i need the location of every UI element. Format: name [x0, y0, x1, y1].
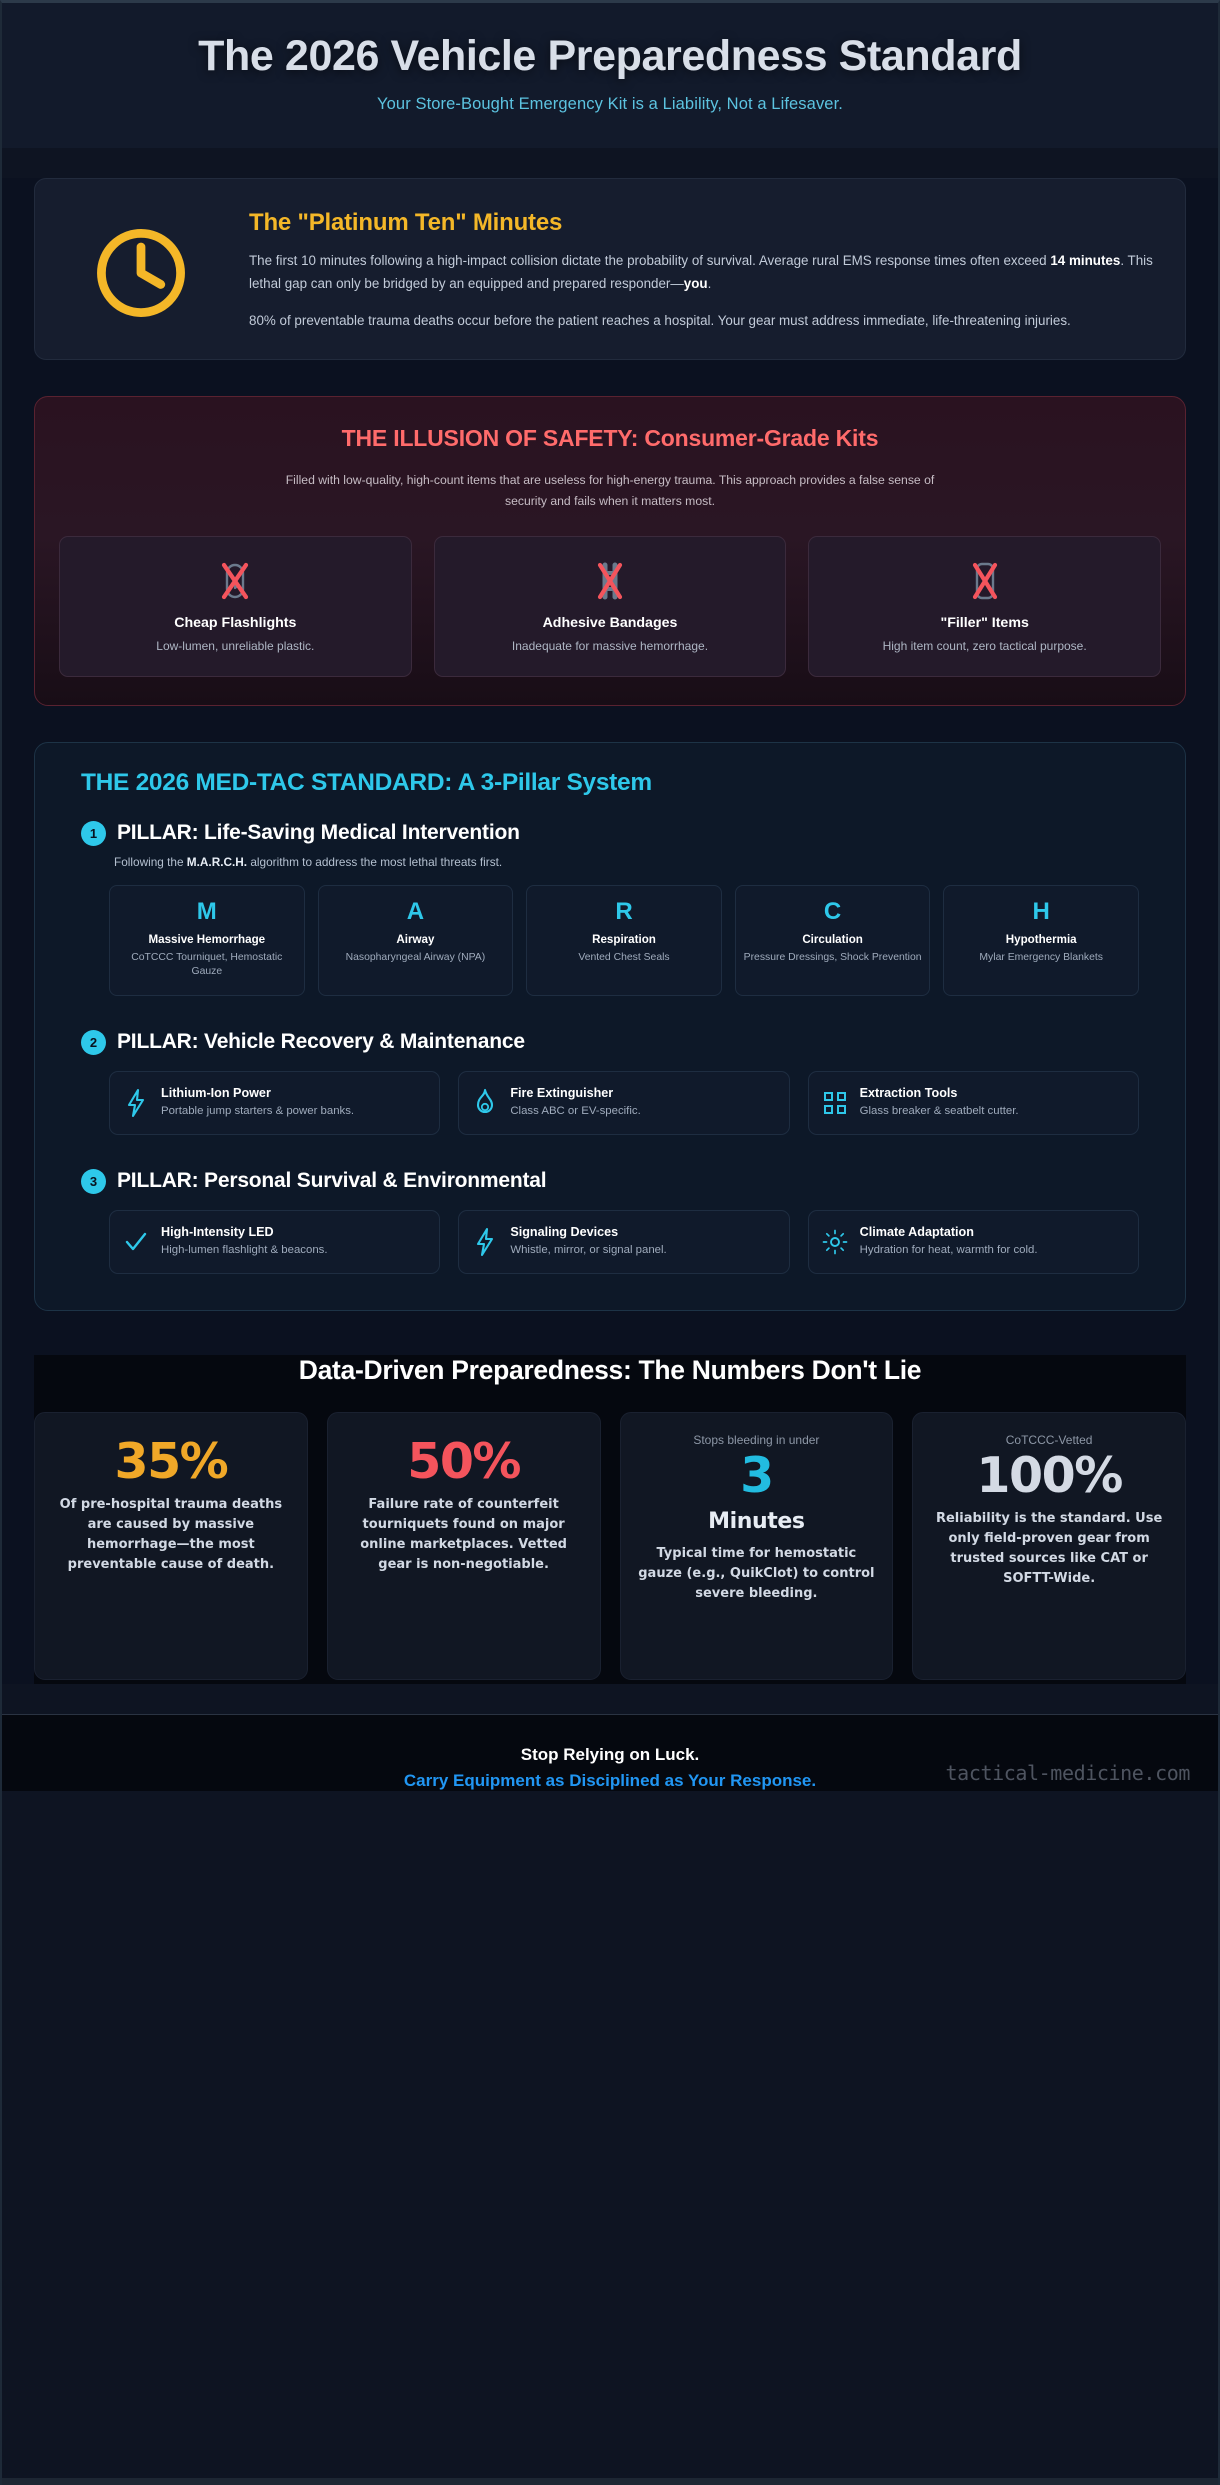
- pillar-3-number-badge: 3: [81, 1169, 106, 1194]
- stat-number: 50%: [407, 1432, 521, 1490]
- march-letter: C: [823, 897, 842, 925]
- pillar-3-header: [59, 1169, 1161, 1194]
- pillar-2-title: PILLAR: Vehicle Recovery & Maintenance: [117, 1030, 525, 1054]
- stat-description: Reliability is the standard. Use only field-proven gear from trusted sources like CAT or SOFTT-Wide.: [935, 1510, 1163, 1587]
- pillar-item-desc: Hydration for heat, warmth for cold.: [859, 1243, 1038, 1256]
- pillar-1: [59, 821, 1161, 996]
- note-bold: M.A.R.C.H.: [186, 854, 248, 869]
- illusion-card: [59, 536, 412, 677]
- pillar-2-header: [59, 1030, 1161, 1055]
- watermark: tactical-medicine.com: [945, 1760, 1190, 1785]
- pillar-2: [59, 1030, 1161, 1135]
- stat-card: [327, 1412, 601, 1680]
- pillar-item-card: [808, 1210, 1139, 1274]
- p1-bold-2: you: [683, 275, 708, 291]
- stat-card: [34, 1412, 308, 1680]
- pillar-item-card: [808, 1071, 1139, 1135]
- crossed-out-flashlight-icon: [74, 557, 397, 605]
- platinum-ten-paragraph-2: 80% of preventable trauma deaths occur before the patient reaches a hospital. Your gear must address immediate, life-threatening injuries.: [249, 313, 1071, 329]
- stat-card: [620, 1412, 894, 1680]
- note-seg-a: Following the: [114, 854, 187, 869]
- pillar-item-title: Fire Extinguisher: [510, 1085, 614, 1100]
- illusion-card-desc: Low-lumen, unreliable plastic.: [156, 638, 315, 653]
- illusion-card-title: Cheap Flashlights: [174, 614, 297, 631]
- march-letter: M: [196, 897, 217, 925]
- stat-number: 3: [740, 1446, 773, 1504]
- med-tac-title: THE 2026 MED-TAC STANDARD: A 3-Pillar System: [81, 768, 652, 796]
- march-desc: Pressure Dressings, Shock Prevention: [743, 952, 922, 964]
- march-name: Hypothermia: [1005, 932, 1077, 946]
- clock-icon-wrap: [61, 205, 221, 323]
- pillar-item-desc: High-lumen flashlight & beacons.: [161, 1243, 328, 1256]
- pillar-item-card: [109, 1210, 440, 1274]
- lightning-bolt-icon: [472, 1227, 498, 1257]
- p1-seg-a: The first 10 minutes following a high-impact collision dictate the probability of survival. Average rural EMS response times often exceed: [249, 253, 1051, 269]
- stat-description: Failure rate of counterfeit tourniquets found on major online marketplaces. Vetted gear is non-negotiable.: [360, 1496, 567, 1573]
- pillar-item-title: High-Intensity LED: [161, 1224, 274, 1239]
- pillar-item-desc: Class ABC or EV-specific.: [510, 1104, 641, 1117]
- illusion-card-title: Adhesive Bandages: [542, 614, 678, 631]
- footer: [2, 1714, 1218, 1791]
- pillar-3-item-grid: [109, 1210, 1139, 1274]
- page-subtitle: Your Store-Bought Emergency Kit is a Liability, Not a Lifesaver.: [377, 95, 843, 114]
- crossed-out-box-icon: [823, 557, 1146, 605]
- four-squares-icon: [822, 1090, 848, 1116]
- flame-icon: [472, 1088, 498, 1118]
- march-name: Massive Hemorrhage: [148, 932, 266, 946]
- march-desc: Nasopharyngeal Airway (NPA): [345, 952, 486, 964]
- pillar-1-note: [114, 855, 1161, 869]
- stat-number: 100%: [976, 1446, 1122, 1504]
- platinum-ten-paragraph-1: [249, 250, 1155, 295]
- p1-seg-c: .: [707, 275, 712, 291]
- march-card-h: [943, 885, 1139, 996]
- march-card-a: [318, 885, 514, 996]
- pillar-3: [59, 1169, 1161, 1274]
- stats-title: Data-Driven Preparedness: The Numbers Don't Lie: [298, 1354, 922, 1385]
- pillar-item-title: Climate Adaptation: [859, 1224, 974, 1239]
- page-title: The 2026 Vehicle Preparedness Standard: [198, 32, 1022, 80]
- illusion-card: [808, 536, 1161, 677]
- lightning-bolt-icon: [123, 1088, 149, 1118]
- stat-card: [912, 1412, 1186, 1680]
- stat-unit: Minutes: [708, 1508, 805, 1534]
- stat-pre-label: CoTCCC-Vetted: [1005, 1432, 1093, 1447]
- stats-grid: [34, 1412, 1186, 1680]
- pillar-item-card: [458, 1210, 789, 1274]
- checkmark-icon: [123, 1229, 149, 1255]
- note-seg-b: algorithm to address the most lethal threats first.: [247, 854, 503, 869]
- p1-seg-b: . This lethal gap can only be bridged by an equipped and prepared responder—: [249, 253, 1153, 291]
- march-name: Respiration: [592, 932, 656, 946]
- march-name: Circulation: [802, 932, 863, 946]
- illusion-card-desc: High item count, zero tactical purpose.: [882, 638, 1087, 653]
- footer-line-1: Stop Relying on Luck.: [520, 1744, 700, 1764]
- pillar-item-title: Extraction Tools: [859, 1085, 958, 1100]
- illusion-card: [434, 536, 787, 677]
- march-desc: Vented Chest Seals: [578, 952, 670, 964]
- pillar-2-number-badge: 2: [81, 1030, 106, 1055]
- march-letter: R: [615, 897, 633, 925]
- march-desc: CoTCCC Tourniquet, Hemostatic Gauze: [131, 952, 283, 978]
- p1-bold-1: 14 minutes: [1050, 253, 1121, 269]
- pillar-1-header: [59, 821, 1161, 846]
- med-tac-standard-section: [34, 742, 1186, 1311]
- hero-header: [2, 3, 1218, 148]
- pillar-3-title: PILLAR: Personal Survival & Environmental: [117, 1169, 547, 1193]
- stats-section: [34, 1355, 1186, 1684]
- pillar-item-desc: Whistle, mirror, or signal panel.: [510, 1243, 667, 1256]
- pillar-1-number-badge: 1: [81, 821, 106, 846]
- platinum-ten-title: The "Platinum Ten" Minutes: [249, 209, 563, 237]
- pillar-item-card: [458, 1071, 789, 1135]
- march-desc: Mylar Emergency Blankets: [979, 952, 1103, 964]
- pillar-item-desc: Portable jump starters & power banks.: [161, 1104, 355, 1117]
- stat-description: Of pre-hospital trauma deaths are caused by massive hemorrhage—the most preventable cause of death.: [59, 1496, 283, 1573]
- crossed-out-bandage-icon: [449, 557, 772, 605]
- stat-number: 35%: [114, 1432, 228, 1490]
- illusion-of-safety-section: [34, 396, 1186, 706]
- pillar-item-desc: Glass breaker & seatbelt cutter.: [859, 1104, 1019, 1117]
- illusion-card-title: "Filler" Items: [940, 614, 1029, 631]
- pillar-item-title: Signaling Devices: [510, 1224, 619, 1239]
- march-card-r: [526, 885, 722, 996]
- march-card-grid: [109, 885, 1139, 996]
- pillar-1-title: PILLAR: Life-Saving Medical Intervention: [117, 821, 520, 845]
- clock-icon: [91, 223, 191, 323]
- illusion-card-desc: Inadequate for massive hemorrhage.: [511, 638, 709, 653]
- march-letter: A: [406, 897, 425, 925]
- stat-pre-label: Stops bleeding in under: [693, 1432, 820, 1447]
- march-name: Airway: [396, 932, 435, 946]
- platinum-ten-card: [34, 178, 1186, 360]
- pillar-item-card: [109, 1071, 440, 1135]
- platinum-ten-body: [249, 205, 1155, 333]
- march-card-c: [735, 885, 931, 996]
- pillar-item-title: Lithium-Ion Power: [161, 1085, 271, 1100]
- pillar-2-item-grid: [109, 1071, 1139, 1135]
- illusion-lead: Filled with low-quality, high-count items that are useless for high-energy trauma. This approach provides a false sense of security and fails when it matters most.: [285, 472, 935, 508]
- march-letter: H: [1032, 897, 1050, 925]
- march-card-m: [109, 885, 305, 996]
- bottom-strip: [2, 2478, 1218, 2485]
- stat-description: Typical time for hemostatic gauze (e.g., QuikClot) to control severe bleeding.: [638, 1545, 875, 1602]
- sun-icon: [822, 1229, 848, 1255]
- illusion-title: THE ILLUSION OF SAFETY: Consumer-Grade Kits: [341, 424, 879, 451]
- footer-line-2: Carry Equipment as Disciplined as Your Response.: [403, 1770, 817, 1790]
- illusion-card-grid: [59, 536, 1161, 677]
